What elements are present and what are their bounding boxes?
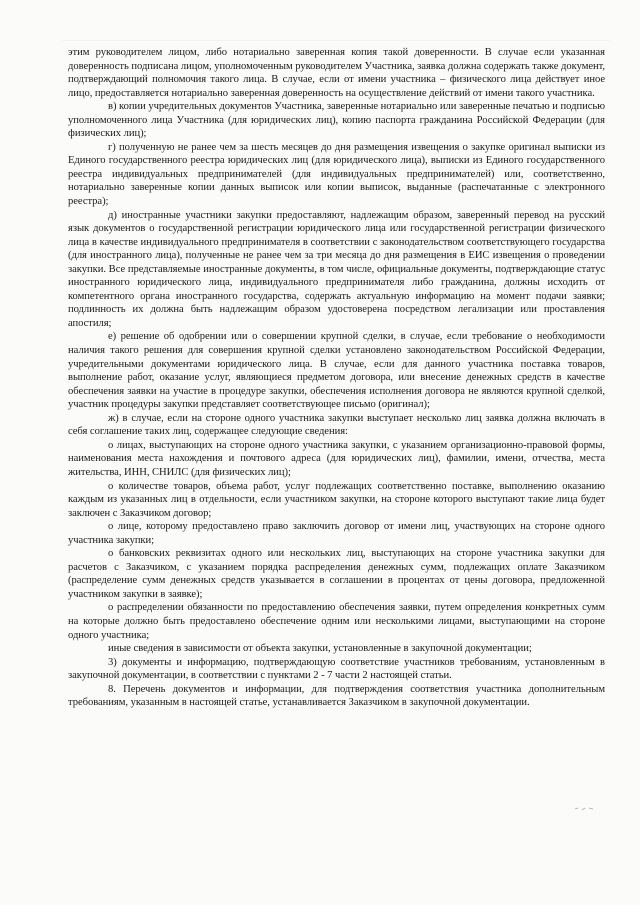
paragraph-item-3: 3) документы и информацию, подтверждающую соответствие участников требованиям, установленным в закупочной документации, в соответствии с пунктами 2 - 7 части 2 настоящей статьи. [68,656,605,682]
paragraph-power-of-attorney: этим руководителем лицом, либо нотариально заверенная копия такой доверенности. В случае если указанная доверенность подписана лицом, уполномоченным руководителем Участника, заявка должна содержать также документ, подтверждающий полномочия такого лица. В случае, если от имени участника – физического лица действует иное лицо, предоставляется нотариально заверенная доверенность на осуществление действий от имени такого участника. [68,47,605,99]
paragraph-bank-details: о банковских реквизитах одного или нескольких лиц, выступающих на стороне участника закупки для расчетов с Заказчиком, с указанием порядка распределения денежных сумм, подлежащих оплате Заказчиком (распределение сумм денежных средств указывается в соглашении в процентах от цены договора, предложенной участником закупки в заявке); [68,548,605,600]
paragraph-item-zh: ж) в случае, если на стороне одного участника закупки выступает несколько лиц заявка должна включать в себя соглашение таких лиц, содержащее следующие сведения: [68,412,605,438]
paragraph-security-distribution: о распределении обязанности по предоставлению обеспечения заявки, путем определения конкретных сумм на которые должно быть предоставлено обеспечение одним или несколькими лицами, выступающими на стороне одного участника; [68,602,605,641]
scan-artifact-mark [574,806,596,812]
paragraph-quantity: о количестве товаров, объема работ, услуг подлежащих соответственно поставке, выполнению оказанию каждым из указанных лиц в отдельности, если участником закупки, на стороне которого выступают такие лица будет заключен с Заказчиком договор; [68,480,605,519]
paragraph-item-v: в) копии учредительных документов Участника, заверенные нотариально или заверенные печатью и подписью уполномоченного лица Участника (для юридических лиц), копию паспорта гражданина Российской Федерации (для физических лиц); [68,101,605,140]
document-body [68,46,605,710]
paragraph-item-e: е) решение об одобрении или о совершении крупной сделки, в случае, если требование о необходимости наличия такого решения для совершения крупной сделки установлено законодательством Российской Федерации, учредительными документами юридического лица. В случае, если для данного участника поставка товаров, выполнение работ, оказание услуг, являющиеся предметом договора, или внесение денежных средств в качестве обеспечения заявки на участие в процедуре закупки, обеспечения исполнения договора не являются крупной сделкой, участник процедуры закупки представляет соответствующее письмо (оригинал); [68,331,605,411]
paragraph-item-8: 8. Перечень документов и информации, для подтверждения соответствия участника дополнительным требованиям, указанным в настоящей статье, устанавливается Заказчиком в закупочной документации. [68,683,605,709]
paragraph-item-d: д) иностранные участники закупки предоставляют, надлежащим образом, заверенный перевод на русский язык документов о государственной регистрации юридического лица или государственной регистрации физического лица в качестве индивидуального предпринимателя в соответствии с законодательством соответствующего государства (для иностранного лица), полученные не ранее чем за три месяца до дня размещения в ЕИС извещения о проведении закупки. Все представляемые иностранные документы, в том числе, официальные документы, подтверждающие статус иностранного юридического лица, индивидуального предпринимателя либо гражданина, должны исходить от компетентного органа иностранного государства, содержать актуальную информацию на момент подачи заявки; подлинность их должна быть надлежащим образом удостоверена посредством легализации или проставления апостиля; [68,209,605,329]
paragraph-item-g: г) полученную не ранее чем за шесть месяцев до дня размещения извещения о закупке оригинал выписки из Единого государственного реестра юридических лиц (для юридического лица), выписки из Единого государственного реестра индивидуальных предпринимателей (для индивидуальных предпринимателей) или, соответственно, нотариально заверенные копии данных выписок или копии выписок, выданные (распечатанные с электронного реестра); [68,141,605,208]
page-edge-shadow [62,40,610,41]
paragraph-authorized-person: о лице, которому предоставлено право заключить договор от имени лиц, участвующих на стороне одного участника закупки; [68,521,605,546]
paragraph-persons: о лицах, выступающих на стороне одного участника закупки, с указанием организационно-правовой формы, наименования места нахождения и почтового адреса (для юридических лиц), фамилии, имени, отчества, места жительства, ИНН, СНИЛС (для физических лиц); [68,439,605,478]
paragraph-other-info: иные сведения в зависимости от объекта закупки, установленные в закупочной документации; [108,643,532,655]
